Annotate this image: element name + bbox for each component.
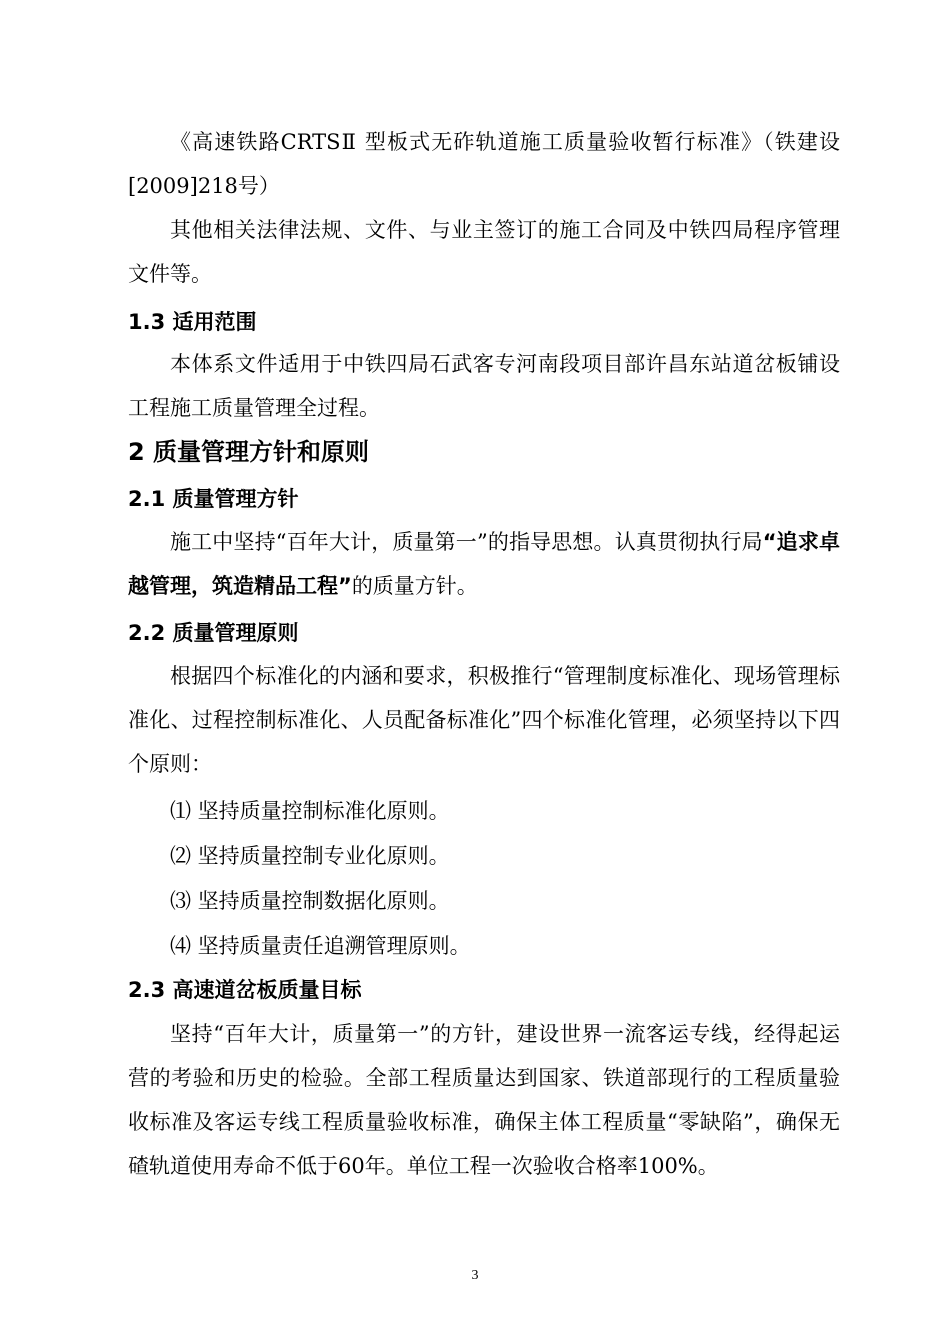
page-number: 3 <box>471 1268 479 1283</box>
paragraph-principles-intro: 根据四个标准化的内涵和要求，积极推行“管理制度标准化、现场管理标准化、过程控制标准化、人员配备标准化”四个标准化管理，必须坚持以下四个原则： <box>128 664 840 776</box>
heading-2: 2 质量管理方针和原则 <box>128 438 370 466</box>
policy-slogan: “追求卓越管理，筑造精品工程” <box>128 530 840 598</box>
paragraph-scope: 本体系文件适用于中铁四局石武客专河南段项目部许昌东站道岔板铺设工程施工质量管理全过程。 <box>128 352 840 420</box>
principle-item-1: ⑴ 坚持质量控制标准化原则。 <box>170 799 450 823</box>
principle-item-3: ⑶ 坚持质量控制数据化原则。 <box>170 889 450 913</box>
principle-item-4: ⑷ 坚持质量责任追溯管理原则。 <box>170 934 471 958</box>
heading-2-1: 2.1 质量管理方针 <box>128 487 299 511</box>
paragraph-quality-policy: 施工中坚持“百年大计，质量第一”的指导思想。认真贯彻执行局“追求卓越管理，筑造精品工程”的质量方针。 <box>128 530 840 598</box>
heading-1-3: 1.3 适用范围 <box>128 310 257 334</box>
principle-item-2: ⑵ 坚持质量控制专业化原则。 <box>170 844 450 868</box>
paragraph-other-documents: 其他相关法律法规、文件、与业主签订的施工合同及中铁四局程序管理文件等。 <box>128 218 840 286</box>
paragraph-standard-reference: 《高速铁路CRTSⅡ 型板式无砟轨道施工质量验收暂行标准》（铁建设[2009]218号） <box>128 130 840 198</box>
heading-2-3: 2.3 高速道岔板质量目标 <box>128 978 362 1002</box>
heading-2-2: 2.2 质量管理原则 <box>128 621 299 645</box>
paragraph-quality-goal: 坚持“百年大计，质量第一”的方针，建设世界一流客运专线，经得起运营的考验和历史的检验。全部工程质量达到国家、铁道部现行的工程质量验收标准及客运专线工程质量验收标准，确保主体工程质量“零缺陷”，确保无碴轨道使用寿命不低于60年。单位工程一次验收合格率100%。 <box>128 1022 841 1178</box>
